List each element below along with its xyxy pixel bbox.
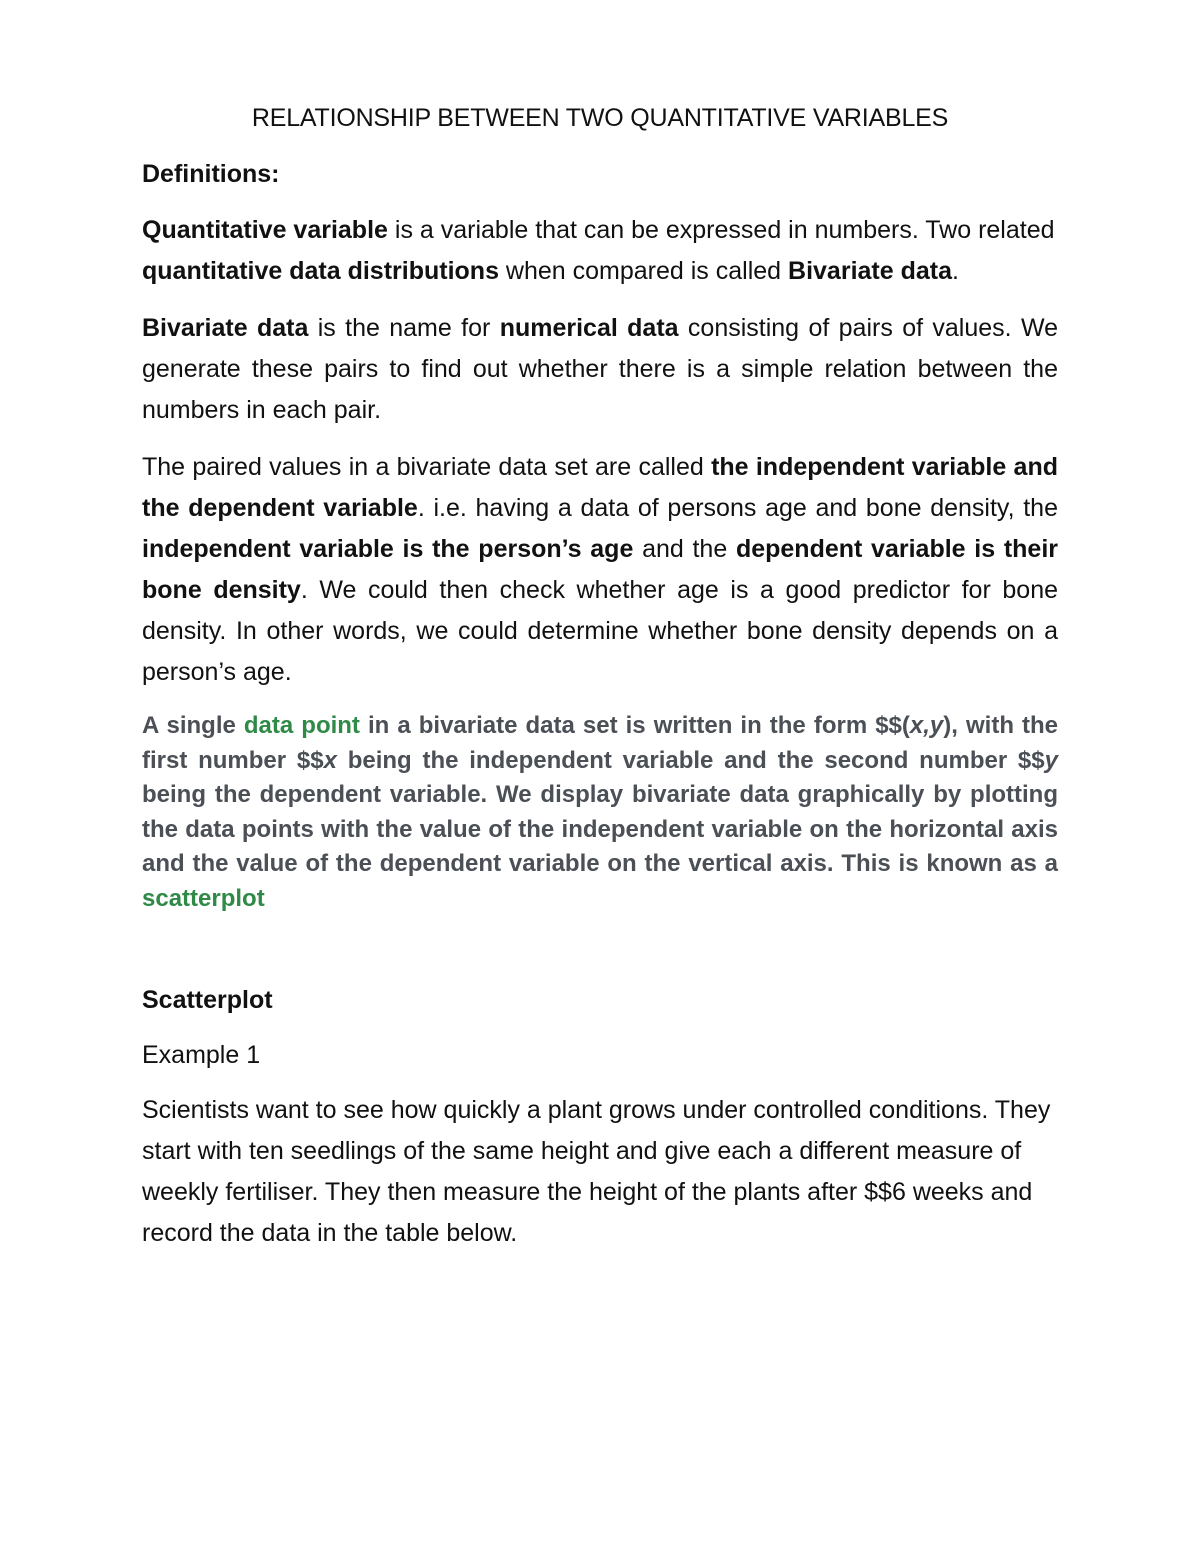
page-title: RELATIONSHIP BETWEEN TWO QUANTITATIVE VARIABLES	[251, 104, 949, 132]
document-body	[142, 98, 1058, 1270]
term-data-point: data point	[243, 712, 360, 739]
math-x: x	[323, 746, 337, 774]
paragraph-data-point: A single data point in a bivariate data set is written in the form $$(x,y), with the first number $$x being the independent variable and the second number $$y being the dependent variable. We display bivariate data graphically by plotting the data points with the value of the independent variable on the horizontal axis and the value of the dependent variable on the vertical axis. This is known as a scatterplot	[142, 712, 1059, 912]
paragraph-paired-values: The paired values in a bivariate data set are called the independent variable and the dependent variable. i.e. having a data of persons age and bone density, the independent variable is the person’s age and the dependent variable is their bone density. We could then check whether age is a good predictor for bone density. In other words, we could determine whether bone density depends on a person’s age.	[142, 453, 1059, 686]
term-bivariate-data-2: Bivariate data	[142, 314, 309, 342]
term-independent-age: independent variable is the person’s age	[142, 535, 634, 563]
term-scatterplot: scatterplot	[142, 884, 265, 912]
term-independent-dependent: the independent variable and the dependent variable	[142, 453, 1058, 522]
math-y: y	[1044, 746, 1058, 774]
term-numerical-data: numerical data	[499, 314, 679, 342]
paragraph-bivariate-data: Bivariate data is the name for numerical data consisting of pairs of values. We generate these pairs to find out whether there is a simple relation between the numbers in each pair.	[142, 314, 1059, 424]
definitions-heading: Definitions:	[142, 160, 280, 188]
term-dependent-bone-density: dependent variable is their bone density	[142, 535, 1058, 604]
example-label: Example 1	[142, 1041, 261, 1069]
example-paragraph: Scientists want to see how quickly a plant grows under controlled conditions. They start with ten seedlings of the same height and give each a different measure of weekly fertiliser. They then measure the height of the plants after $$6 weeks and record the data in the table below.	[142, 1096, 1051, 1247]
term-quantitative-variable: Quantitative variable	[142, 216, 388, 244]
math-xy: x,y	[909, 712, 944, 739]
spacer	[142, 916, 1058, 980]
term-bivariate-data: Bivariate data	[788, 257, 952, 285]
term-quantitative-data-distributions: quantitative data distributions	[142, 257, 499, 285]
scatterplot-heading: Scatterplot	[142, 986, 273, 1014]
paragraph-quantitative-variable: Quantitative variable is a variable that can be expressed in numbers. Two related quantitative data distributions when compared is called Bivariate data.	[142, 216, 1055, 285]
